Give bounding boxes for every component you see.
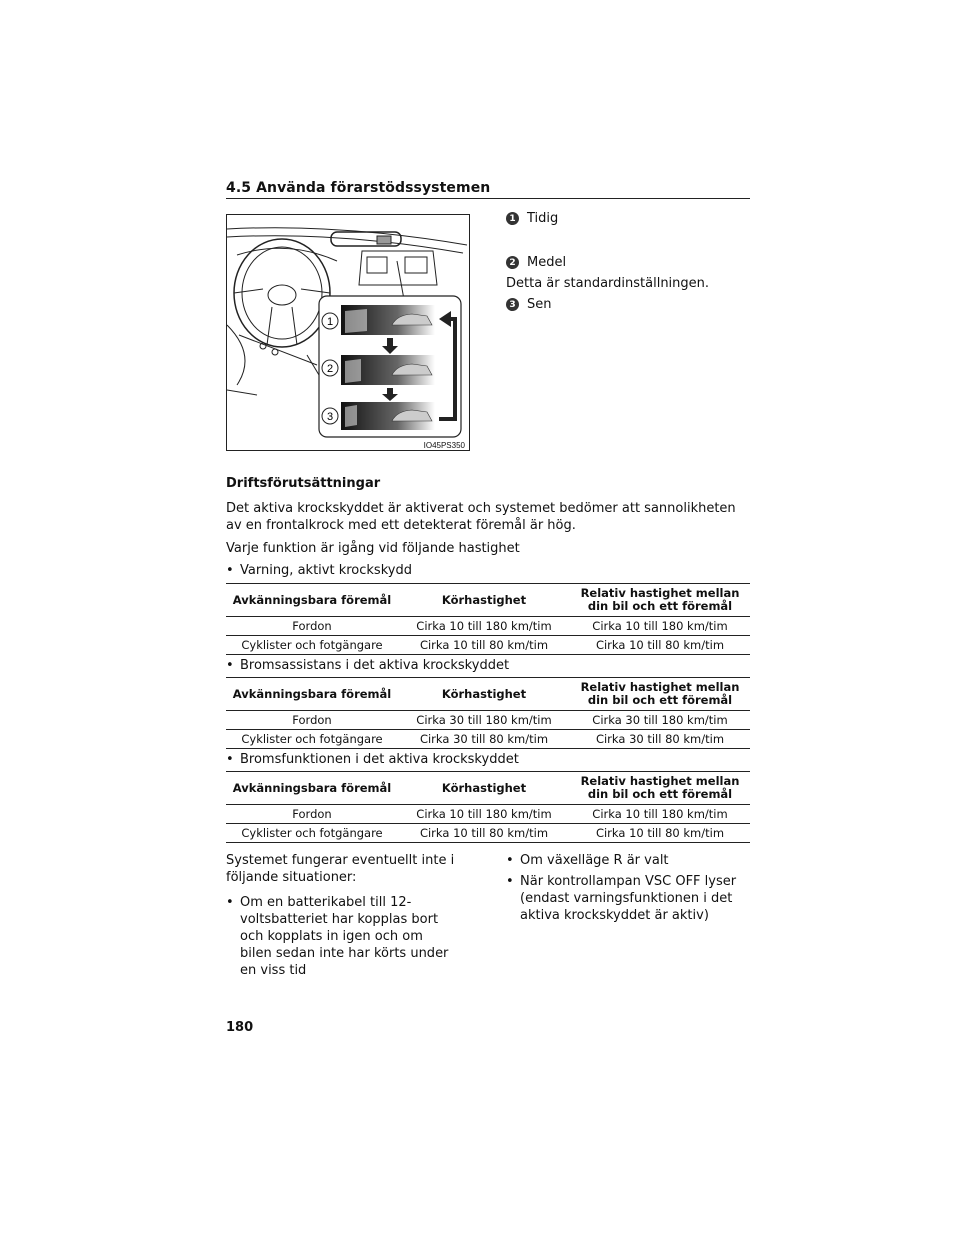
conditions-heading: Driftsförutsättningar <box>226 476 381 491</box>
legend-note: Detta är standardinställningen. <box>506 276 710 291</box>
callout-3 <box>322 408 338 424</box>
legend-label: Tidig <box>527 211 559 226</box>
legend-label: Medel <box>527 255 567 270</box>
page-number: 180 <box>226 1020 254 1035</box>
speed-table-warning <box>226 583 750 655</box>
callout-1 <box>322 313 338 329</box>
list-item: • När kontrollampan VSC OFF lyser (endast varningsfunktionen i det aktiva krockskyddet är aktiv) <box>506 874 737 923</box>
table-row: Cyklister och fotgängare Cirka 10 till 80 km/tim Cirka 10 till 80 km/tim <box>226 636 750 655</box>
table-1-caption: • Varning, aktivt krockskydd <box>226 563 412 578</box>
list-item: • Om en batterikabel till 12-voltsbatteriet har kopplas bort och kopplats in igen och om bilen sedan inte har körts under en viss tid <box>226 895 449 978</box>
list-item: • Om växelläge R är valt <box>506 853 669 868</box>
screen-medium <box>341 355 435 385</box>
speed-table-brake <box>226 771 750 843</box>
callout-3-label: 3 <box>326 411 334 423</box>
speed-table-brake-assist <box>226 677 750 749</box>
number-2-icon: 2 <box>506 256 519 269</box>
column-header: Körhastighet <box>398 584 570 617</box>
legend-item-medium <box>506 252 756 273</box>
sensitivity-panel <box>319 296 461 437</box>
table-row: Fordon Cirka 10 till 180 km/tim Cirka 10 till 180 km/tim <box>226 617 750 636</box>
column-header: Avkänningsbara föremål <box>226 584 398 617</box>
table-row: Fordon Cirka 10 till 180 km/tim Cirka 10 till 180 km/tim <box>226 805 750 824</box>
column-header: Relativ hastighet mellan din bil och ett föremål <box>570 678 750 711</box>
number-1-icon: 1 <box>506 212 519 225</box>
screen-early <box>341 305 435 335</box>
callout-1-label: 1 <box>326 316 334 328</box>
column-header: Avkänningsbara föremål <box>226 678 398 711</box>
table-row: Cyklister och fotgängare Cirka 30 till 80 km/tim Cirka 30 till 80 km/tim <box>226 730 750 749</box>
limitations-intro: Systemet fungerar eventuellt inte i följande situationer: <box>226 853 455 885</box>
column-header: Körhastighet <box>398 678 570 711</box>
legend-item-early <box>506 208 756 229</box>
legend-item-late <box>506 294 756 315</box>
table-3-caption: • Bromsfunktionen i det aktiva krockskyddet <box>226 752 519 767</box>
column-header: Relativ hastighet mellan din bil och ett föremål <box>570 584 750 617</box>
limitations-right-column <box>506 852 751 924</box>
legend-label: Sen <box>527 297 552 312</box>
screen-late <box>341 402 435 430</box>
limitations-left-column <box>226 852 456 979</box>
column-header: Relativ hastighet mellan din bil och ett föremål <box>570 772 750 805</box>
legend <box>506 208 756 315</box>
title-rule <box>226 198 750 199</box>
table-2-caption: • Bromsassistans i det aktiva krockskyddet <box>226 658 510 673</box>
callout-2-label: 2 <box>326 363 334 375</box>
speed-intro: Varje funktion är igång vid följande hastighet <box>226 541 520 556</box>
dashboard-illustration <box>226 214 470 451</box>
conditions-intro: Det aktiva krockskyddet är aktiverat och systemet bedömer att sannolikheten av en frontalkrock med ett detekterat föremål är hög. <box>226 501 736 533</box>
column-header: Avkänningsbara föremål <box>226 772 398 805</box>
section-title: 4.5 Använda förarstödssystemen <box>226 180 491 196</box>
column-header: Körhastighet <box>398 772 570 805</box>
callout-2 <box>322 360 338 376</box>
figure-code: IO45PS350 <box>423 441 465 450</box>
table-row: Cyklister och fotgängare Cirka 10 till 80 km/tim Cirka 10 till 80 km/tim <box>226 824 750 843</box>
table-row: Fordon Cirka 30 till 180 km/tim Cirka 30 till 180 km/tim <box>226 711 750 730</box>
number-3-icon: 3 <box>506 298 519 311</box>
